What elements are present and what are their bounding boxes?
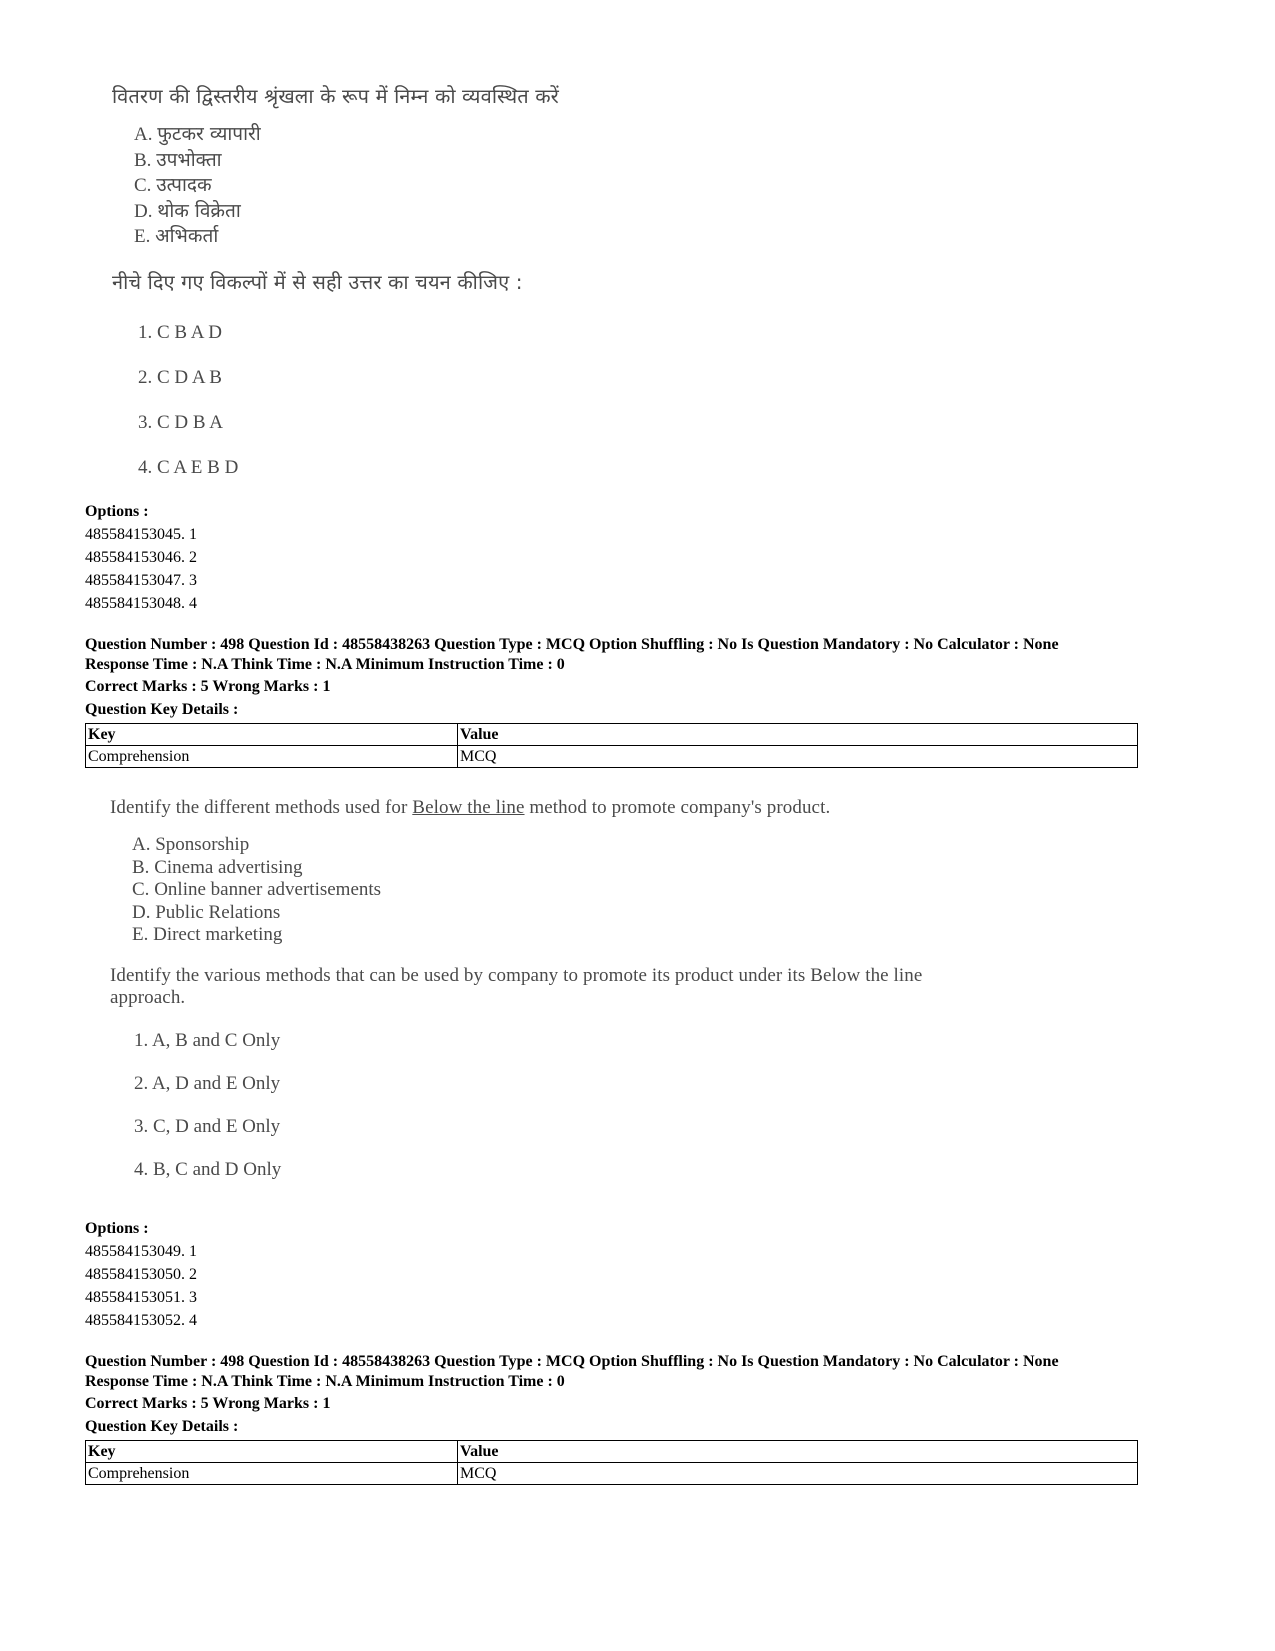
choice-item: 4. B, C and D Only (134, 1158, 282, 1180)
statement-item: A. Sponsorship (132, 834, 250, 855)
option-id-item: 485584153052. 4 (85, 1312, 197, 1329)
statement-list (132, 834, 1030, 947)
statement-item: D. Public Relations (132, 901, 281, 923)
question-instruction: नीचे दिए गए विकल्पों में से सही उत्तर का चयन कीजिए : (112, 269, 523, 294)
question-metadata (85, 635, 1245, 768)
statement-item: A. फुटकर व्यापारी (134, 123, 261, 145)
question-stem: Identify the different methods used for Below the line method to promote company's product. (110, 797, 831, 818)
table-cell-value: MCQ (458, 746, 1138, 768)
marks-line: Correct Marks : 5 Wrong Marks : 1 (85, 678, 331, 695)
metadata-line: Question Number : 498 Question Id : 48558438263 Question Type : MCQ Option Shuffling : No Is Question Mandatory : No Calculator : None (85, 1353, 1059, 1370)
table-header-row (86, 1441, 1138, 1463)
statement-item: E. Direct marketing (132, 924, 283, 945)
choice-item: 3. C D B A (138, 411, 223, 433)
option-id-item: 485584153047. 3 (85, 572, 197, 589)
table-header-row (86, 724, 1138, 746)
table-cell-key: Comprehension (86, 746, 458, 768)
choice-item: 2. A, D and E Only (134, 1072, 281, 1094)
question-image-english (110, 796, 1030, 1191)
option-id-list (85, 523, 685, 615)
question-metadata (85, 1352, 1245, 1485)
option-id-item: 485584153048. 4 (85, 595, 197, 612)
table-header-key: Key (86, 724, 458, 746)
statement-item: C. उत्पादक (134, 174, 212, 196)
choice-item: 4. C A E B D (138, 456, 239, 478)
question-instruction: Identify the various methods that can be used by company to promote its product under its Below the line approach. (110, 964, 923, 1008)
options-label: Options : (85, 503, 149, 520)
question-stem: वितरण की द्विस्तरीय श्रृंखला के रूप में निम्न को व्यवस्थित करें (112, 84, 559, 108)
options-label: Options : (85, 1220, 149, 1237)
option-id-item: 485584153045. 1 (85, 526, 197, 543)
option-id-item: 485584153046. 2 (85, 549, 197, 566)
key-details-label: Question Key Details : (85, 700, 239, 718)
statement-item: B. Cinema advertising (132, 856, 303, 878)
metadata-line: Response Time : N.A Think Time : N.A Minimum Instruction Time : 0 (85, 1372, 565, 1390)
metadata-line: Question Number : 498 Question Id : 48558438263 Question Type : MCQ Option Shuffling : No Is Question Mandatory : No Calculator : None (85, 636, 1059, 653)
choice-list (138, 310, 1012, 490)
choice-item: 1. A, B and C Only (134, 1029, 281, 1051)
question-image-hindi (112, 84, 1012, 490)
marks-line: Correct Marks : 5 Wrong Marks : 1 (85, 1395, 331, 1412)
options-section (85, 1217, 685, 1332)
table-header-value: Value (458, 1441, 1138, 1463)
choice-item: 1. C B A D (138, 321, 222, 343)
statement-item: C. Online banner advertisements (132, 879, 382, 900)
option-id-item: 485584153051. 3 (85, 1289, 197, 1306)
option-id-item: 485584153049. 1 (85, 1243, 197, 1260)
choice-list (134, 1019, 1030, 1191)
table-row (86, 1463, 1138, 1485)
table-row (86, 746, 1138, 768)
statement-item: D. थोक विक्रेता (134, 199, 241, 222)
options-section (85, 500, 685, 615)
statement-item: E. अभिकर्ता (134, 225, 219, 247)
statement-list (134, 122, 1012, 250)
choice-item: 3. C, D and E Only (134, 1115, 281, 1137)
choice-item: 2. C D A B (138, 366, 222, 388)
option-id-list (85, 1240, 685, 1332)
key-details-table (85, 1440, 1138, 1485)
key-details-label: Question Key Details : (85, 1417, 239, 1435)
table-cell-key: Comprehension (86, 1463, 458, 1485)
table-header-key: Key (86, 1441, 458, 1463)
metadata-line: Response Time : N.A Think Time : N.A Minimum Instruction Time : 0 (85, 655, 565, 673)
table-cell-value: MCQ (458, 1463, 1138, 1485)
table-header-value: Value (458, 724, 1138, 746)
key-details-table (85, 723, 1138, 768)
statement-item: B. उपभोक्ता (134, 148, 222, 171)
option-id-item: 485584153050. 2 (85, 1266, 197, 1283)
